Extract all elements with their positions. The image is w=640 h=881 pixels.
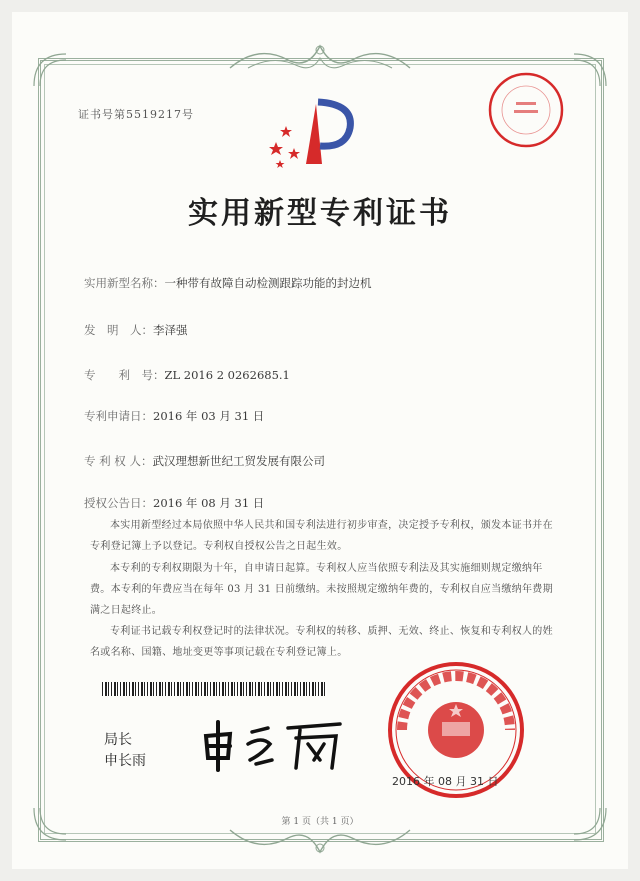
certificate-number: 证书号第5519217号 [78,108,194,121]
field-value: 2016 年 03 月 31 日 [153,409,265,423]
barcode [102,682,327,696]
corner-ornament-icon [570,50,610,90]
field-patent-number [84,367,290,383]
paragraph-grant: 本实用新型经过本局依照中华人民共和国专利法进行初步审查，决定授予专利权，颁发本证书并在专利登记簿上予以登记。专利权自授权公告之日起生效。 [90,520,553,552]
certificate-title: 实用新型专利证书 [188,196,452,231]
field-grant-date [84,495,264,511]
field-label: 专 利 权 人： [84,454,153,468]
field-label: 专 利 号： [84,368,165,382]
field-value: 2016 年 08 月 31 日 [153,496,265,510]
field-utility-model-name [84,275,372,291]
field-label: 授权公告日： [84,496,153,510]
signatory-title: 局长 [104,732,132,748]
agency-stamp-icon [486,70,566,150]
field-filing-date [84,408,264,424]
signatory-name: 申长雨 [104,753,146,769]
field-patentee [84,453,325,469]
patent-office-logo-icon [262,90,362,170]
field-value: 李泽强 [153,323,188,337]
field-value: 武汉理想新世纪工贸发展有限公司 [152,454,325,468]
top-ornament-icon [228,38,412,78]
corner-ornament-icon [30,50,70,90]
field-label: 专利申请日： [84,409,153,423]
seal-date: 2016 年 08 月 31 日 [392,775,499,788]
field-value: ZL 2016 2 0262685.1 [164,368,290,382]
signature-icon [200,714,345,774]
field-label: 实用新型名称： [84,276,165,290]
field-label: 发 明 人： [84,323,153,337]
page-number: 第 1 页（共 1 页） [281,817,359,827]
paragraph-registration: 专利证书记载专利权登记时的法律状况。专利权的转移、质押、无效、终止、恢复和专利权人的姓名或名称、国籍、地址变更等事项记载在专利登记簿上。 [90,626,553,658]
paragraph-term: 本专利的专利权期限为十年，自申请日起算。专利权人应当依照专利法及其实施细则规定缴纳年费。本专利的年费应当在每年 03 月 31 日前缴纳。未按照规定缴纳年费的，专利权自应当缴纳年费期满之日起终止。 [90,563,553,616]
field-inventor [84,322,188,338]
field-value: 一种带有故障自动检测跟踪功能的封边机 [164,276,372,290]
